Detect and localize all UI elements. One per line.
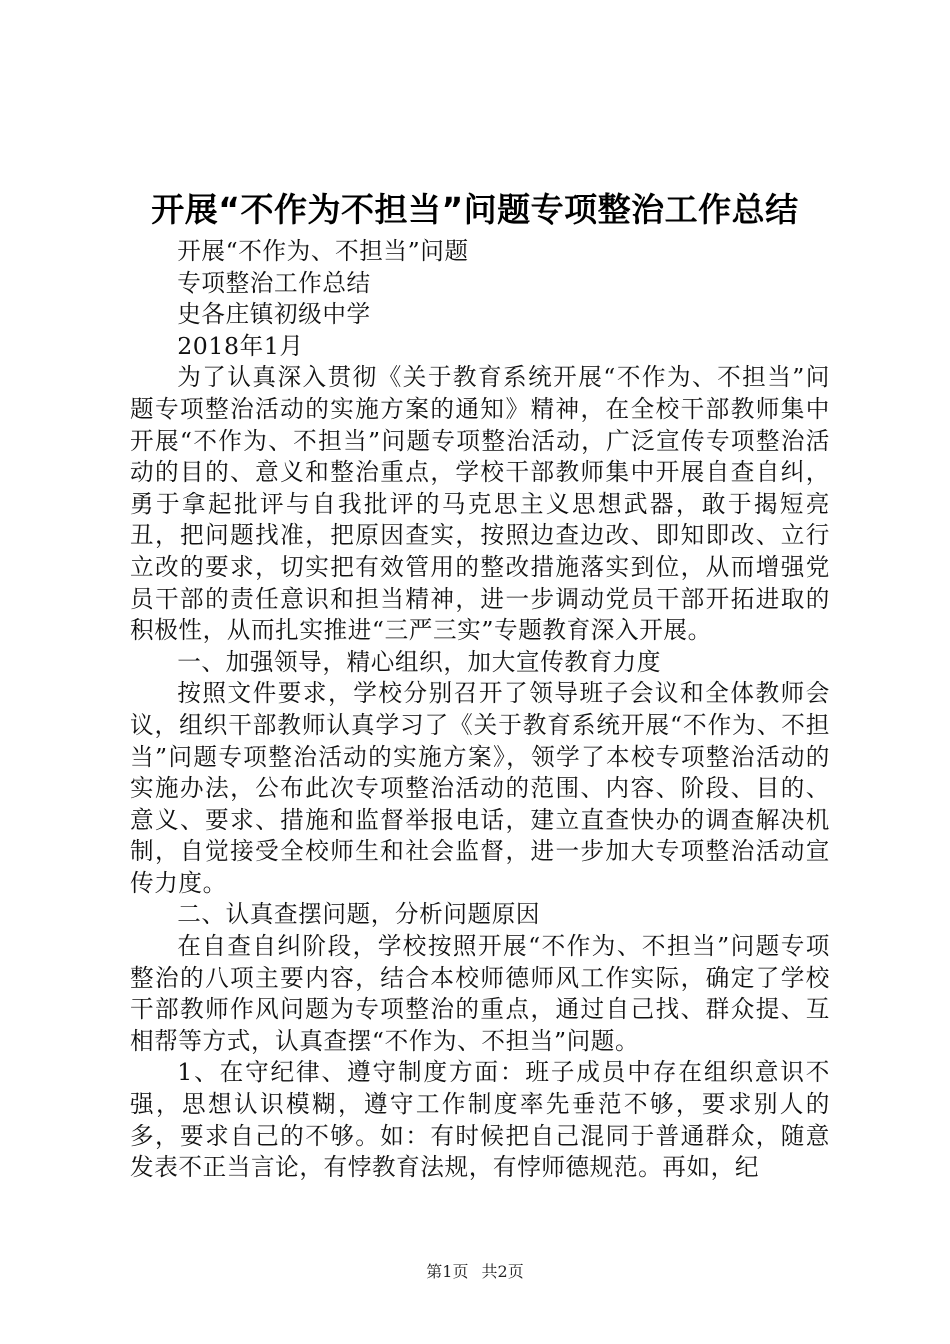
page-number-current: 第1页: [426, 1262, 469, 1281]
subtitle-line-2: 专项整治工作总结: [177, 268, 371, 297]
page-number-total: 共2页: [481, 1262, 524, 1281]
document-title: 开展“不作为不担当”问题专项整治工作总结: [151, 190, 799, 229]
author-line: 史各庄镇初级中学: [177, 300, 371, 329]
document-body: [130, 236, 830, 1184]
section-2-paragraph: 在自查自纠阶段，学校按照开展“不作为、不担当”问题专项整治的八项主要内容，结合本校师德师风工作实际，确定了学校干部教师作风问题为专项整治的重点，通过自己找、群众提、互相帮等方式，认真查摆“不作为、不担当”问题。: [130, 932, 830, 1055]
section-1-paragraph: 按照文件要求，学校分别召开了领导班子会议和全体教师会议，组织干部教师认真学习了《关于教育系统开展“不作为、不担当”问题专项整治活动的实施方案》，领学了本校专项整治活动的实施办法，公布此次专项整治活动的范围、内容、阶段、目的、意义、要求、措施和监督举报电话，建立直查快办的调查解决机制，自觉接受全校师生和社会监督，进一步加大专项整治活动宣传力度。: [130, 679, 830, 897]
section-heading-2: 二、认真查摆问题，分析问题原因: [177, 900, 541, 929]
subtitle-line-1: 开展“不作为、不担当”问题: [177, 237, 469, 265]
item-1-paragraph: 1、在守纪律、遵守制度方面：班子成员中存在组织意识不强，思想认识模糊，遵守工作制度率先垂范不够，要求别人的多，要求自己的不够。如：有时候把自己混同于普通群众，随意发表不正当言论，有悖教育法规，有悖师德规范。再如，纪: [130, 1058, 830, 1182]
intro-paragraph: 为了认真深入贯彻《关于教育系统开展“不作为、不担当”问题专项整治活动的实施方案的通知》精神，在全校干部教师集中开展“不作为、不担当”问题专项整治活动，广泛宣传专项整治活动的目的、意义和整治重点，学校干部教师集中开展自查自纠，勇于拿起批评与自我批评的马克思主义思想武器，敢于揭短亮丑，把问题找准，把原因查实，按照边查边改、即知即改、立行立改的要求，切实把有效管用的整改措施落实到位，从而增强党员干部的责任意识和担当精神，进一步调动党员干部开拓进取的积极性，从而扎实推进“三严三实”专题教育深入开展。: [130, 363, 830, 645]
section-heading-1: 一、加强领导，精心组织，加大宣传教育力度: [177, 647, 662, 676]
page-footer: [0, 1261, 950, 1283]
date-line: 2018年1月: [177, 331, 304, 360]
